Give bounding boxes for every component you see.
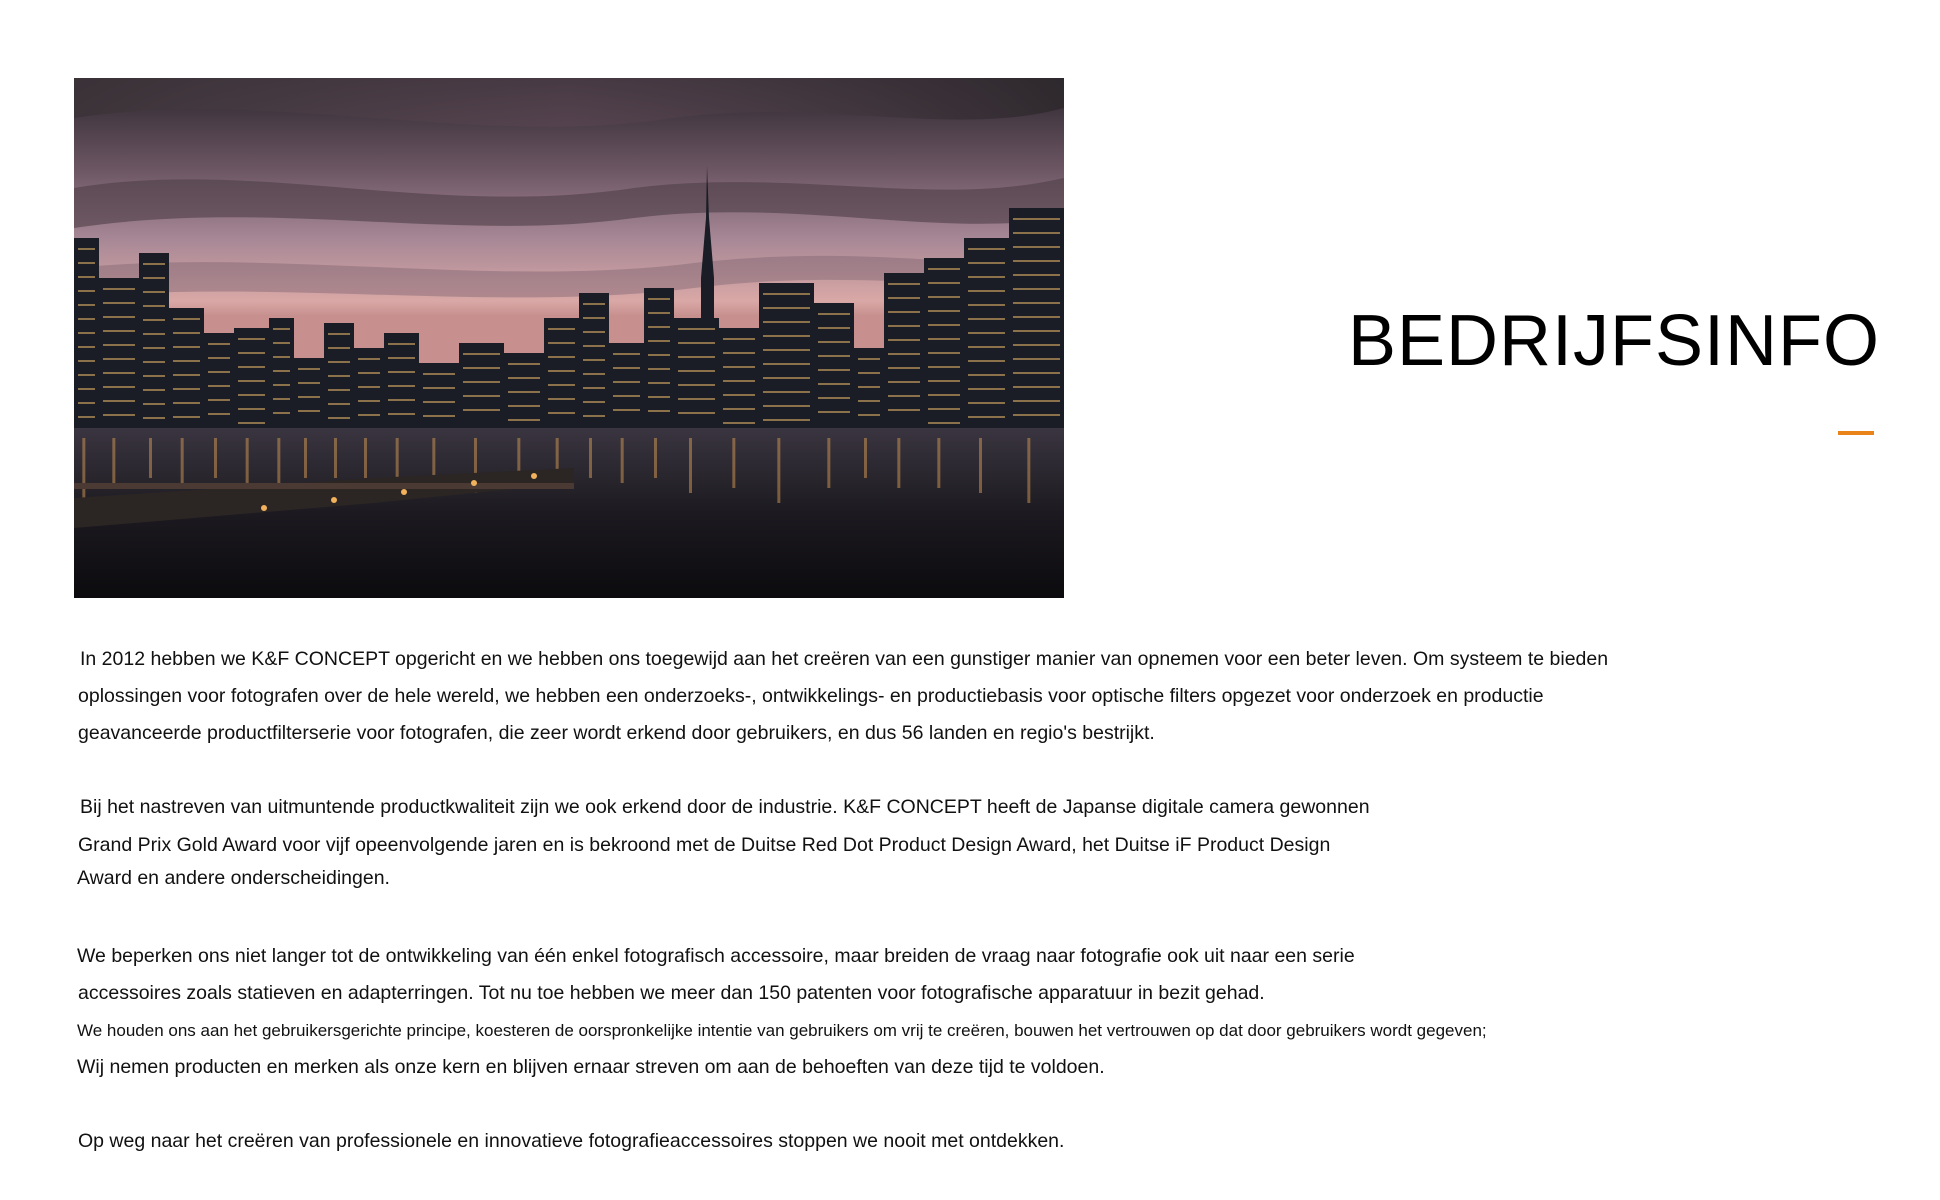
city-skyline-photo (74, 78, 1064, 598)
paragraph-2-line-2: Grand Prix Gold Award voor vijf opeenvolgende jaren en is bekroond met de Duitse Red Dot Product Design Award, het Duitse iF Product Design (78, 834, 1331, 856)
paragraph-1-line-1: In 2012 hebben we K&F CONCEPT opgericht en we hebben ons toegewijd aan het creëren van een gunstiger manier van opnemen voor een beter leven. Om systeem te bieden (80, 648, 1609, 670)
paragraph-2-line-3: Award en andere onderscheidingen. (77, 867, 390, 889)
paragraph-3-line-2: accessoires zoals statieven en adapterringen. Tot nu toe hebben we meer dan 150 patenten voor fotografische apparatuur in bezit gehad. (78, 982, 1265, 1004)
hero-photo (74, 78, 1064, 598)
paragraph-2-line-1: Bij het nastreven van uitmuntende productkwaliteit zijn we ook erkend door de industrie. K&F CONCEPT heeft de Japanse digitale camera gewonnen (80, 796, 1370, 818)
paragraph-3-line-1: We beperken ons niet langer tot de ontwikkeling van één enkel fotografisch accessoire, maar breiden de vraag naar fotografie ook uit naar een serie (77, 945, 1355, 967)
paragraph-3-line-3: We houden ons aan het gebruikersgerichte principe, koesteren de oorspronkelijke intentie van gebruikers om vrij te creëren, bouwen het vertrouwen op dat door gebruikers wordt gegeven; (77, 1021, 1487, 1040)
paragraph-1-line-2: oplossingen voor fotografen over de hele wereld, we hebben een onderzoeks-, ontwikkelings- en productiebasis voor optische filters opgezet voor onderzoek en productie (78, 685, 1544, 707)
page-title: BEDRIJFSINFO (1347, 301, 1880, 381)
accent-divider (1838, 431, 1874, 435)
paragraph-3-line-4: Wij nemen producten en merken als onze kern en blijven ernaar streven om aan de behoeften van deze tijd te voldoen. (77, 1056, 1105, 1078)
paragraph-1-line-3: geavanceerde productfilterserie voor fotografen, die zeer wordt erkend door gebruikers, en dus 56 landen en regio's bestrijkt. (78, 722, 1155, 744)
paragraph-4-line-1: Op weg naar het creëren van professionele en innovatieve fotografieaccessoires stoppen we nooit met ontdekken. (78, 1130, 1065, 1152)
